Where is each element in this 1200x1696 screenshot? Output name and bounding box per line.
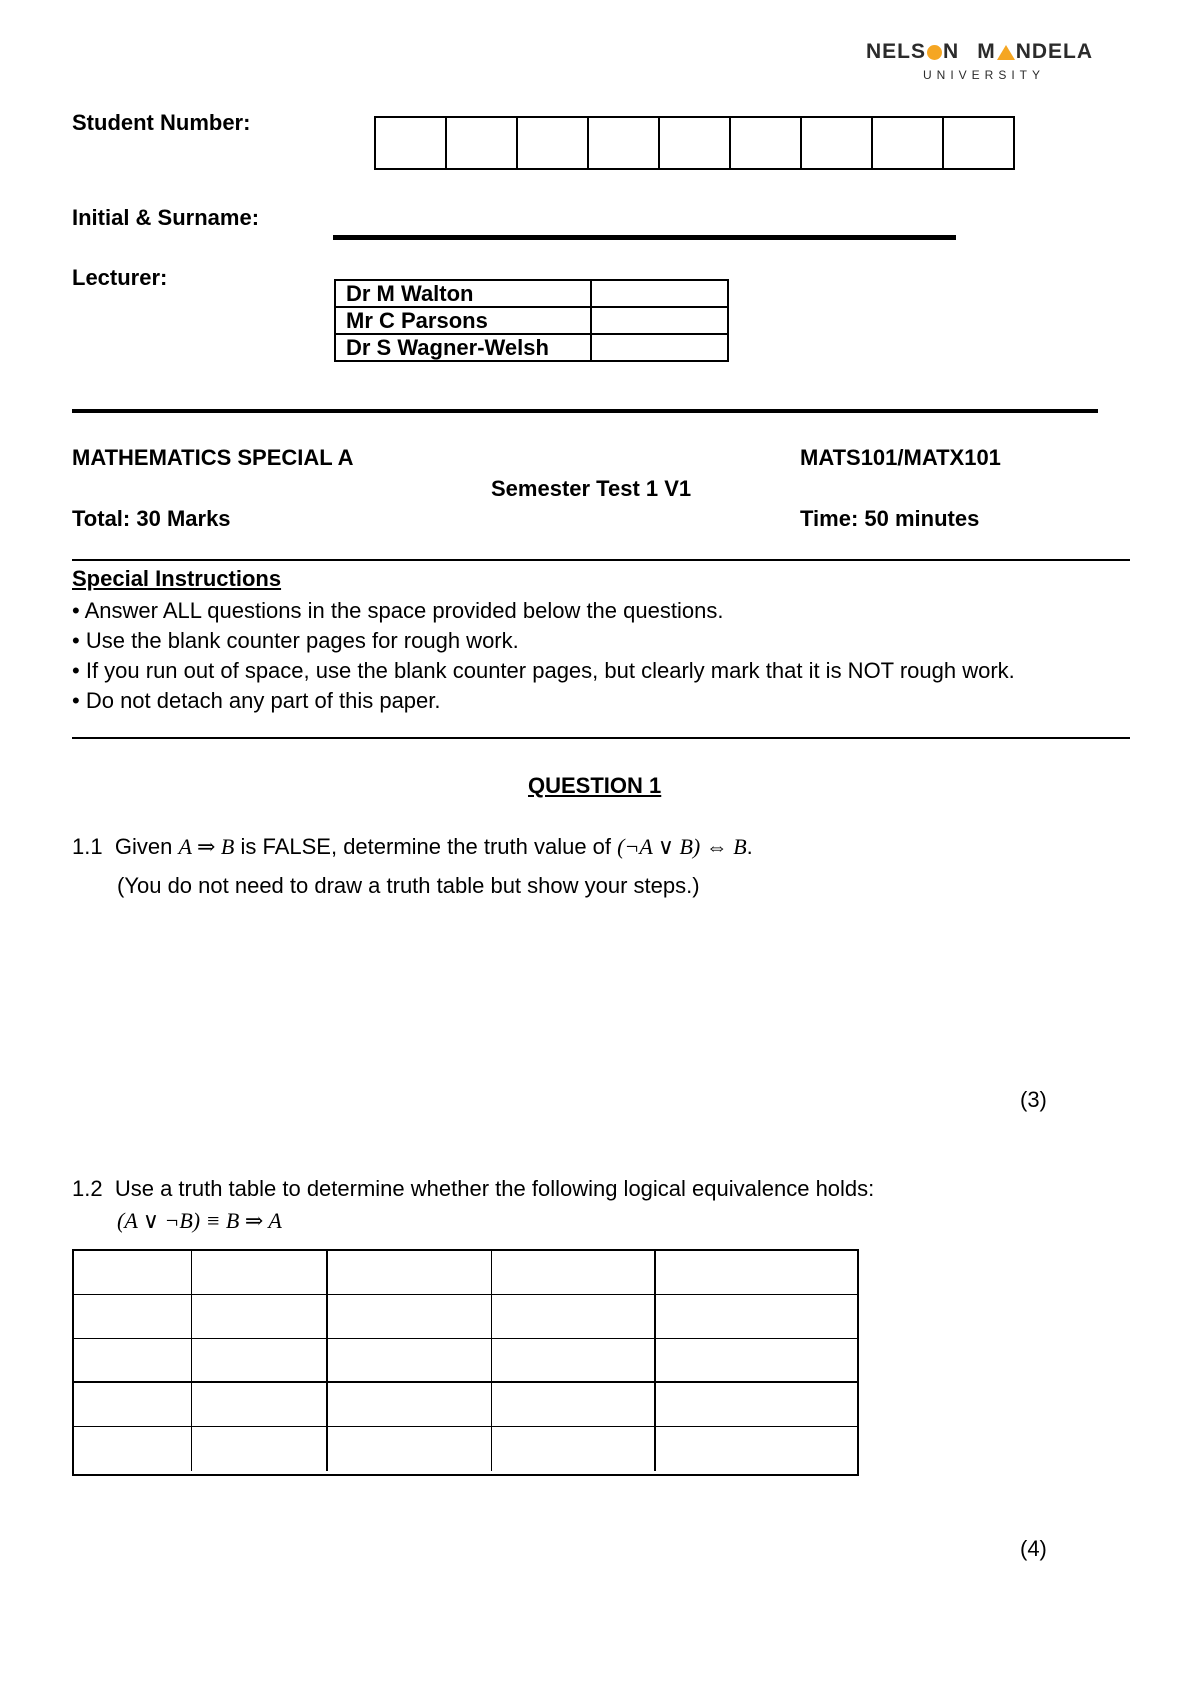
truth-table-cell[interactable] (328, 1339, 492, 1381)
lecturer-name: Dr S Wagner-Welsh (335, 334, 591, 361)
lecturer-row (335, 334, 728, 361)
student-number-boxes[interactable] (374, 116, 1015, 170)
question-note: (You do not need to draw a truth table but show your steps.) (117, 873, 700, 898)
truth-table-cell[interactable] (328, 1251, 492, 1294)
truth-table-cell[interactable] (492, 1295, 656, 1338)
time-limit: Time: 50 minutes (800, 506, 980, 531)
truth-table (72, 1249, 859, 1476)
truth-table-row (74, 1251, 857, 1295)
truth-table-cell[interactable] (192, 1295, 328, 1338)
lecturer-select-cell[interactable] (591, 280, 728, 307)
lecturer-name: Dr M Walton (335, 280, 591, 307)
header-divider (72, 409, 1098, 413)
total-marks: Total: 30 Marks (72, 506, 231, 531)
logo-subtitle: UNIVERSITY (923, 68, 1046, 82)
instruction-item: • Use the blank counter pages for rough work. (72, 628, 519, 653)
question-number: 1.2 (72, 1176, 103, 1201)
truth-table-cell[interactable] (74, 1339, 192, 1381)
logo-text-nels: NELS (866, 40, 927, 63)
question-1-2: 1.2 Use a truth table to determine whether the following logical equivalence holds: (72, 1176, 875, 1201)
question-1-1: 1.1 Given A ⇒ B is FALSE, determine the truth value of (¬A ∨ B) ⇔ B. (72, 834, 753, 859)
truth-table-cell[interactable] (192, 1383, 328, 1426)
student-number-digit-box[interactable] (873, 118, 944, 168)
truth-table-row (74, 1339, 857, 1383)
truth-table-cell[interactable] (74, 1251, 192, 1294)
truth-table-row (74, 1295, 857, 1339)
truth-table-cell[interactable] (656, 1295, 857, 1338)
instructions-divider-bottom (72, 737, 1130, 739)
lecturer-select-cell[interactable] (591, 334, 728, 361)
bullet-icon: • (72, 598, 85, 623)
truth-table-cell[interactable] (492, 1383, 656, 1426)
question-title: QUESTION 1 (528, 773, 662, 798)
truth-table-cell[interactable] (656, 1427, 857, 1471)
lecturer-label: Lecturer: (72, 265, 168, 290)
truth-table-cell[interactable] (492, 1427, 656, 1471)
truth-table-cell[interactable] (328, 1427, 492, 1471)
lecturer-name: Mr C Parsons (335, 307, 591, 334)
marks-label: (4) (1020, 1536, 1047, 1561)
truth-table-cell[interactable] (492, 1251, 656, 1294)
instruction-item: • If you run out of space, use the blank counter pages, but clearly mark that it is NOT rough work. (72, 658, 1015, 683)
lecturer-row (335, 307, 728, 334)
truth-table-cell[interactable] (328, 1295, 492, 1338)
truth-table-cell[interactable] (656, 1251, 857, 1294)
test-title: Semester Test 1 V1 (491, 476, 692, 501)
name-label: Initial & Surname: (72, 205, 260, 230)
truth-table-cell[interactable] (74, 1427, 192, 1471)
bullet-icon: • (72, 688, 86, 713)
student-number-digit-box[interactable] (376, 118, 447, 168)
truth-table-row (74, 1383, 857, 1427)
truth-table-row (74, 1427, 857, 1471)
student-number-digit-box[interactable] (518, 118, 589, 168)
student-number-digit-box[interactable] (447, 118, 518, 168)
instruction-item: • Answer ALL questions in the space provided below the questions. (72, 598, 724, 623)
course-code: MATS101/MATX101 (800, 445, 1001, 470)
bullet-icon: • (72, 658, 86, 683)
truth-table-cell[interactable] (74, 1295, 192, 1338)
student-number-digit-box[interactable] (660, 118, 731, 168)
logo-text-n: N (943, 40, 960, 63)
truth-table-cell[interactable] (192, 1339, 328, 1381)
truth-table-cell[interactable] (492, 1339, 656, 1381)
truth-table-cell[interactable] (656, 1383, 857, 1426)
truth-table-cell[interactable] (328, 1383, 492, 1426)
university-logo (866, 40, 1094, 92)
instructions-title: Special Instructions (72, 566, 282, 591)
logo-triangle-icon (997, 45, 1015, 60)
math-expression: A ⇒ B (178, 834, 235, 859)
instructions-divider-top (72, 559, 1130, 561)
math-expression: (¬A ∨ B) ⇔ B (617, 834, 747, 859)
truth-table-cell[interactable] (192, 1251, 328, 1294)
truth-table-cell[interactable] (192, 1427, 328, 1471)
question-number: 1.1 (72, 834, 103, 859)
lecturer-table (334, 279, 729, 362)
bullet-icon: • (72, 628, 86, 653)
student-number-digit-box[interactable] (589, 118, 660, 168)
instruction-item: • Do not detach any part of this paper. (72, 688, 441, 713)
math-expression: (A ∨ ¬B) ≡ B ⇒ A (117, 1208, 282, 1233)
logo-text-ndela: NDELA (1015, 40, 1094, 63)
student-number-label: Student Number: (72, 110, 251, 135)
marks-label: (3) (1020, 1087, 1047, 1112)
truth-table-cell[interactable] (74, 1383, 192, 1426)
logo-sun-icon (927, 45, 942, 60)
lecturer-row (335, 280, 728, 307)
student-number-digit-box[interactable] (731, 118, 802, 168)
subject-title: MATHEMATICS SPECIAL A (72, 445, 354, 470)
student-number-digit-box[interactable] (944, 118, 1013, 168)
truth-table-cell[interactable] (656, 1339, 857, 1381)
name-input-line[interactable] (333, 235, 956, 240)
logo-text-m: M (977, 40, 996, 63)
lecturer-select-cell[interactable] (591, 307, 728, 334)
student-number-digit-box[interactable] (802, 118, 873, 168)
